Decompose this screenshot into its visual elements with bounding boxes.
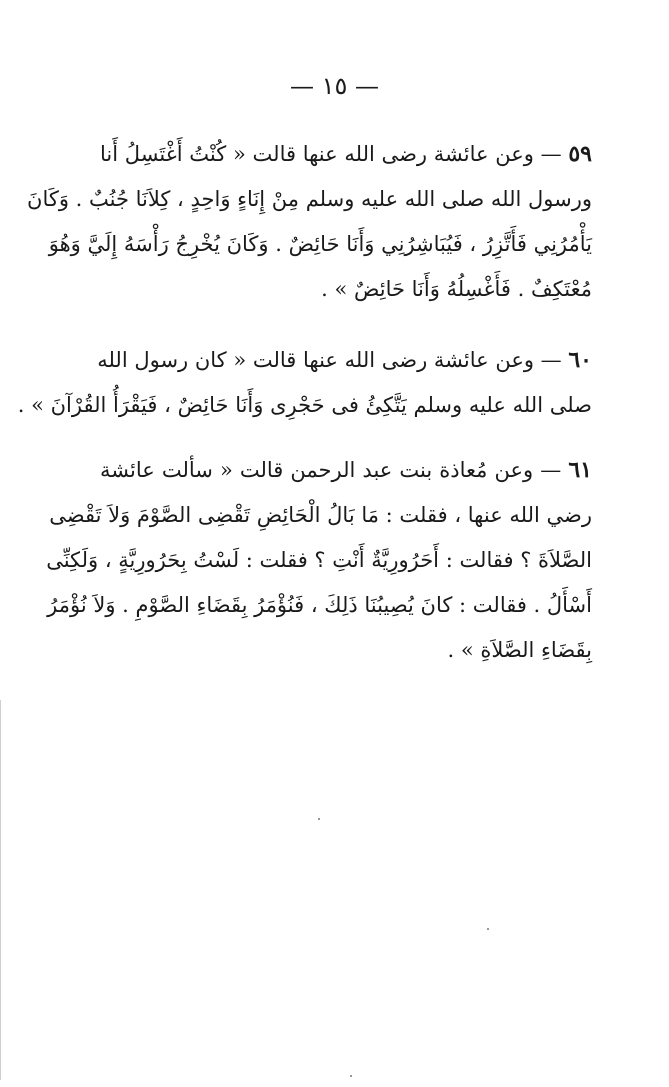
- hadith-number: ٥٩: [568, 141, 592, 167]
- paragraph-line: [100, 132, 592, 177]
- paragraph-line: [100, 448, 592, 493]
- paragraph-line: مُعْتَكِفٌ . فَأَغْسِلُهُ وَأَنَا حَائِضٌ » .: [321, 277, 592, 301]
- hadith-59: [27, 132, 592, 312]
- paragraph-line: ورسول الله صلى الله عليه وسلم مِنْ إِنَاءٍ وَاحِدٍ ، كِلاَنَا جُنُبٌ . وَكَانَ: [27, 187, 592, 211]
- paragraph-line: الصَّلاَةَ ؟ فقالت : أَحَرُورِيَّةٌ أَنْتِ ؟ فقلت : لَسْتُ بِحَرُورِيَّةٍ ، وَلَكِنِّى: [46, 548, 592, 572]
- line-text: — وعن عائشة رضى الله عنها قالت « كُنْتُ أَغْتَسِلُ أَنا: [100, 142, 562, 166]
- paragraph-line: صلى الله عليه وسلم يَتَّكِئُ فى حَجْرِى وَأَنَا حَائِضٌ ، فَيَقْرَأُ القُرْآنَ » .: [17, 393, 592, 417]
- line-text: — وعن مُعاذة بنت عبد الرحمن قالت « سألت عائشة: [100, 458, 562, 482]
- paragraph-line: بِقَضَاءِ الصَّلاَةِ » .: [447, 638, 592, 662]
- page-number: — ١٥ —: [289, 72, 380, 100]
- hadith-number: ٦٠: [568, 347, 592, 373]
- paragraph-line: أَسْأَلُ . فقالت : كانَ يُصِيبُنَا ذَلِكَ ، فَنُؤْمَرُ بِقَضَاءِ الصَّوْمِ . وَلاَ نُؤْمَرُ: [47, 593, 592, 617]
- scan-speck: [350, 1075, 352, 1077]
- line-text: — وعن عائشة رضى الله عنها قالت « كان رسول الله: [97, 348, 562, 372]
- hadith-number: ٦١: [568, 457, 592, 483]
- paragraph-line: يَأْمُرُنِي فَأَتَّزِرُ ، فَيُبَاشِرُنِي وَأَنَا حَائِضٌ . وَكَانَ يُخْرِجُ رَأْسَهُ إِلَيَّ وَهُوَ: [48, 232, 592, 256]
- scan-speck: [318, 818, 320, 820]
- paragraph-line: [97, 338, 592, 383]
- scan-edge: [0, 700, 1, 1080]
- hadith-61: [46, 448, 592, 673]
- paragraph-line: رضي الله عنها ، فقلت : مَا بَالُ الْحَائِضِ تَقْضِى الصَّوْمَ وَلاَ تَقْضِى: [49, 503, 592, 527]
- scan-speck: [487, 928, 489, 930]
- hadith-60: [17, 338, 592, 428]
